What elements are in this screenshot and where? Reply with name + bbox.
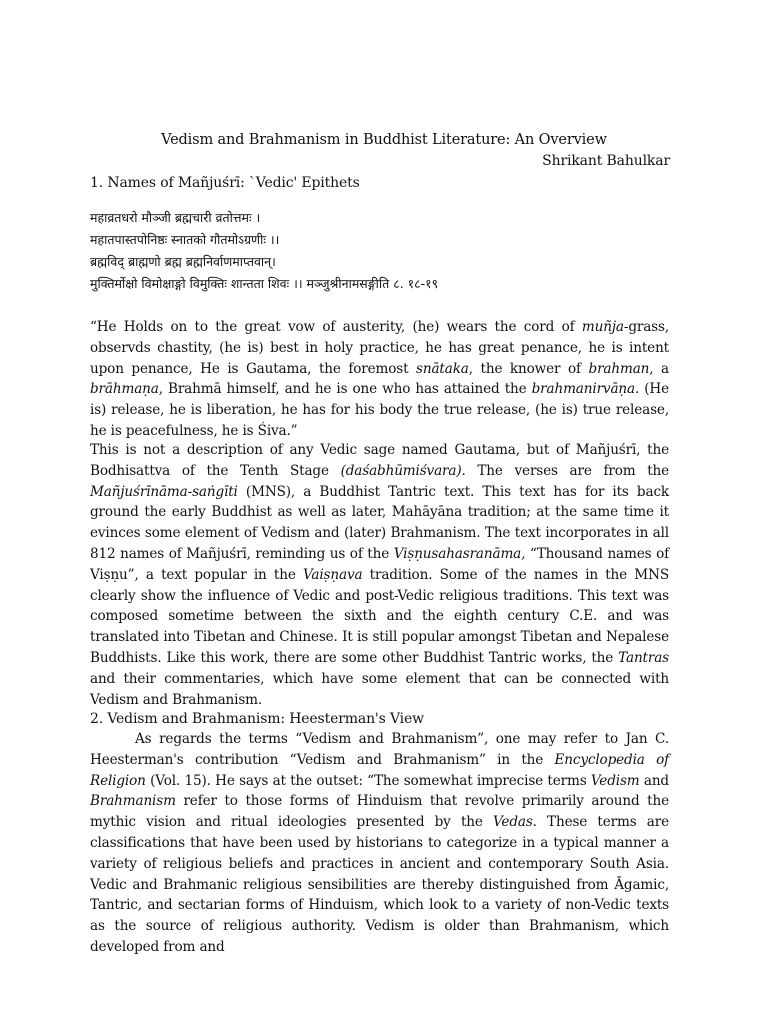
italic-term: Mañjuśrīnāma-saṅgīti (90, 483, 238, 500)
text-run: , a (649, 360, 670, 377)
text-run: As regards the terms “Vedism and Brahmanism”, one may refer to Jan C. Heesterman's contribution “Vedism and Brahmanism” in the (90, 731, 669, 768)
italic-term: (daśabhūmiśvara). (340, 462, 466, 479)
italic-term: muñja (581, 319, 624, 335)
text-run: This is not a description of any Vedic sage named Gautama, but of Mañjuśrī, the Bodhisattva of the Tenth Stage (90, 442, 669, 479)
verse-line: महाव्रतधरो मौञ्जी ब्रह्मचारी व्रतोत्तमः । (90, 210, 261, 225)
text-run: “Thousand names of Viṣṇu”, a text popular in the (90, 545, 669, 583)
italic-term: brahmanirvāṇa (531, 381, 635, 398)
body-paragraph (90, 440, 669, 710)
italic-term: Encyclopedia of Religion (90, 751, 669, 789)
italic-term: Brahmanism (90, 793, 176, 810)
translation-paragraph (90, 317, 669, 442)
sanskrit-verses (90, 207, 680, 295)
document-title: Vedism and Brahmanism in Buddhist Literature: An Overview (161, 132, 607, 148)
italic-term: Vedas (493, 814, 533, 831)
text-run: , Brahmā himself, and he is one who has attained the (158, 381, 532, 398)
verse-line: महातपास्तपोनिष्ठः स्नातको गौतमोऽग्रणीः ।। (90, 232, 280, 247)
verse-line: ब्रह्मविद् ब्राह्मणो ब्रह्म ब्रह्मनिर्वाणमाप्तवान्। (90, 254, 276, 269)
verse-line: मुक्तिर्मोक्षो विमोक्षाङ्गो विमुक्तिः शान्तता शिवः ।। मञ्जुश्रीनामसङ्गीति ८. १८-१९ (90, 276, 439, 291)
body-paragraph (90, 729, 669, 958)
italic-term: snātaka (416, 360, 469, 377)
section-heading-1: 1. Names of Mañjuśrī: `Vedic' Epithets (90, 175, 360, 191)
text-run: “He Holds on to the great vow of austerity, (he) wears the cord of (90, 319, 582, 335)
text-run: . (He is) release, he is liberation, he has for his body the true release, (he is) true release, he is peacefulness, he is Śiva.” (90, 381, 669, 439)
text-run: , the knower of (468, 360, 589, 377)
author-name: Shrikant Bahulkar (542, 153, 670, 169)
section-heading-2: 2. Vedism and Brahmanism: Heesterman's View (90, 711, 424, 727)
text-run: refer to those forms of Hinduism that revolve primarily around the mythic vision and ritual ideologies presented by the (90, 793, 669, 831)
text-run: . These terms are classifications that have been used by historians to categorize in a typical manner a variety of religious beliefs and practices in ancient and contemporary South Asia. Vedic and Brahmanic religious sensibilities are thereby distinguished from Āgamic, Tantric, and sectarian forms of Hinduism, which look to a variety of non-Vedic texts as the source of religious authority. Vedism is older than Brahmanism, which developed from and (90, 814, 669, 955)
italic-term: Viṣṇusahasranāma, (393, 545, 526, 562)
text-run: and their commentaries, which have some element that can be connected with Vedism and Brahmanism. (90, 670, 669, 708)
text-run: (MNS), a Buddhist Tantric text. This text has for its back ground the early Buddhist as well as later, Mahāyāna tradition; at the same time it evinces some element of Vedism and (later) Brahmanism. The text incorporates in all 812 names of Mañjuśrī, reminding us of the (90, 483, 669, 562)
italic-term: Tantras (618, 649, 669, 666)
italic-term: Vaiṣṇava (302, 566, 363, 583)
text-run: -grass, observds chastity, (he is) best in holy practice, he has great penance, he is intent upon penance, He is Gautama, the foremost (90, 319, 669, 377)
text-run: (Vol. 15). He says at the outset: “The somewhat imprecise terms (145, 772, 591, 789)
italic-term: Vedism (590, 772, 640, 789)
italic-term: brāhmaṇa (90, 381, 159, 398)
text-run: tradition. Some of the names in the MNS clearly show the influence of Vedic and post-Vedic religious traditions. This text was composed sometime between the sixth and the eighth century C.E. and was translated into Tibetan and Chinese. It is still popular amongst Tibetan and Nepalese Buddhists. Like this work, there are some other Buddhist Tantric works, the (90, 566, 669, 666)
italic-term: brahman (588, 360, 650, 377)
text-run: and (639, 772, 669, 789)
text-run: The verses are from the (465, 462, 670, 479)
